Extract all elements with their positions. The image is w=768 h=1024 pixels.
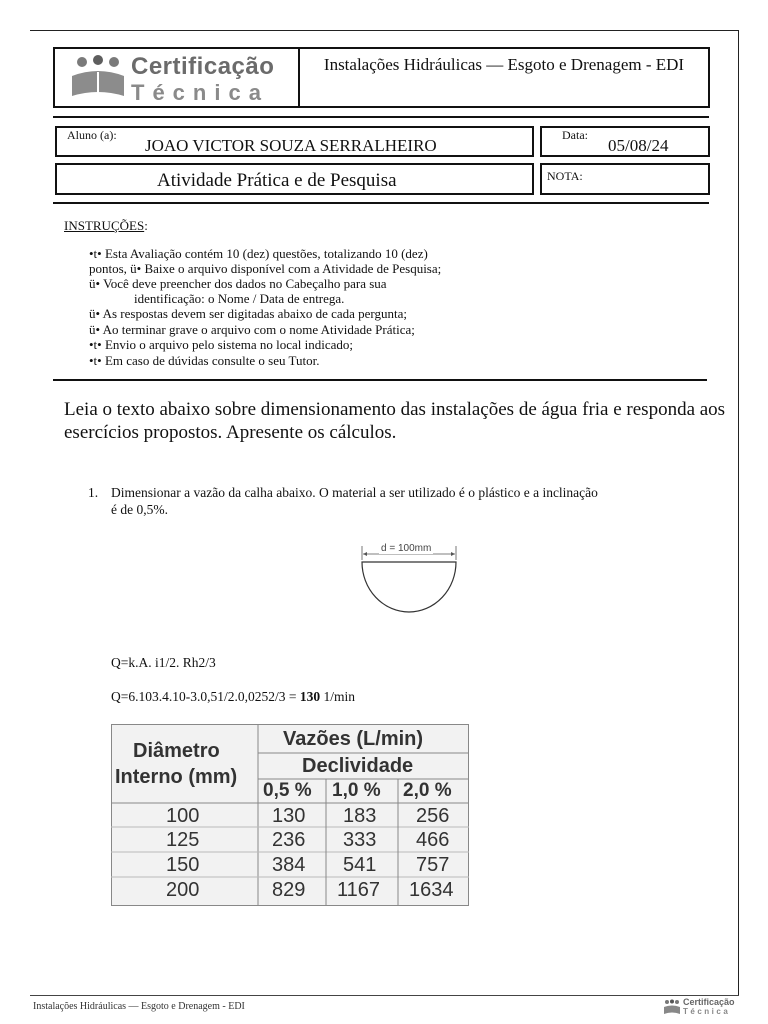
instruction-line: ü• Ao terminar grave o arquivo com o nome Atividade Prática; [89, 322, 415, 337]
student-name-field [55, 126, 534, 157]
instructions-heading-colon: : [144, 218, 148, 233]
book-people-icon [663, 999, 681, 1015]
table-cell-diameter: 150 [166, 854, 200, 876]
aluno-label: Aluno (a): [67, 128, 117, 142]
slope-header: 0,5 % [263, 780, 312, 801]
instructions-heading [64, 218, 148, 234]
table-cell: 183 [343, 805, 377, 827]
table-cell: 829 [272, 879, 306, 901]
instruction-line: •t• Em caso de dúvidas consulte o seu Tutor. [89, 353, 320, 368]
document-title: Instalações Hidráulicas — Esgoto e Drenagem - EDI [298, 47, 710, 108]
formula: Q=k.A. i1/2. Rh2/3 [111, 655, 216, 670]
question-text-line1: Dimensionar a vazão da calha abaixo. O material a ser utilizado é o plástico e a inclinação [111, 485, 598, 500]
info-divider [53, 202, 709, 204]
col-header-diameter-line2: Interno (mm) [115, 766, 238, 788]
semicircular-gutter-diagram [355, 538, 465, 618]
date-label: Data: [562, 128, 588, 142]
date-value: 05/08/24 [608, 136, 669, 155]
table-cell-diameter: 200 [166, 879, 200, 901]
book-people-icon [68, 52, 128, 104]
col-header-diameter-line1: Diâmetro [133, 740, 220, 762]
table-cell: 1167 [337, 879, 381, 901]
nota-label: NOTA: [547, 169, 583, 183]
footer-logo-word2: Técnica [683, 1007, 731, 1016]
instruction-line: •t• Envio o arquivo pelo sistema no local indicado; [89, 337, 353, 352]
instruction-line: ü• As respostas devem ser digitadas abaixo de cada pergunta; [89, 306, 408, 321]
activity-title: Atividade Prática e de Pesquisa [157, 170, 397, 191]
calculation-result: 130 [299, 689, 321, 704]
instruction-line: ü• Você deve preencher dos dados no Cabeçalho para sua [89, 276, 387, 291]
table-cell: 1634 [409, 879, 454, 901]
instructions-divider [53, 379, 707, 381]
table-cell: 333 [343, 829, 377, 851]
table-cell: 384 [272, 854, 306, 876]
calculation [111, 688, 355, 705]
instruction-line: pontos, ü• Baixe o arquivo disponível com a Atividade de Pesquisa; [89, 261, 442, 276]
table-cell: 466 [416, 829, 450, 851]
footer-logo [663, 997, 738, 1019]
col-header-slope: Declividade [302, 755, 414, 777]
col-header-flows: Vazões (L/min) [283, 728, 424, 750]
instructions-heading-text: INSTRUÇÕES [64, 218, 145, 233]
instruction-line: identificação: o Nome / Data de entrega. [134, 291, 345, 306]
student-name: JOAO VICTOR SOUZA SERRALHEIRO [145, 136, 437, 155]
page-right-border [738, 30, 739, 995]
footer-logo-word1: Certificação [683, 997, 735, 1007]
table-cell: 236 [272, 829, 306, 851]
page-top-border [30, 30, 739, 31]
grade-field [540, 163, 710, 195]
flow-table [111, 724, 469, 906]
activity-title-field [55, 163, 534, 195]
footer-text: Instalações Hidráulicas — Esgoto e Drenagem - EDI [33, 1001, 245, 1012]
calculation-expression: Q=6.103.4.10-3.0,51/2.0,0252/3 = [111, 689, 300, 704]
table-cell: 256 [416, 805, 450, 827]
lead-paragraph: Leia o texto abaixo sobre dimensionamento das instalações de água fria e responda aos esercícios propostos. Apresente os cálculos. [64, 399, 726, 443]
table-cell: 130 [272, 805, 306, 827]
slope-header: 1,0 % [332, 780, 381, 801]
date-field [540, 126, 710, 157]
table-cell-diameter: 100 [166, 805, 200, 827]
table-cell-diameter: 125 [166, 829, 200, 851]
instruction-line: •t• Esta Avaliação contém 10 (dez) questões, totalizando 10 (dez) [89, 246, 428, 261]
question-number: 1. [88, 485, 99, 500]
footer-divider [30, 995, 739, 996]
table-cell: 757 [416, 854, 450, 876]
question-text-line2: é de 0,5%. [111, 502, 168, 517]
slope-header: 2,0 % [403, 780, 452, 801]
diameter-label: d = 100mm [381, 543, 432, 554]
logo-word-tecnica: Técnica [131, 80, 269, 105]
calculation-unit: 1/min [320, 689, 355, 704]
logo-word-certificacao: Certificação [131, 53, 275, 80]
header-divider [53, 116, 709, 118]
table-cell: 541 [343, 854, 377, 876]
